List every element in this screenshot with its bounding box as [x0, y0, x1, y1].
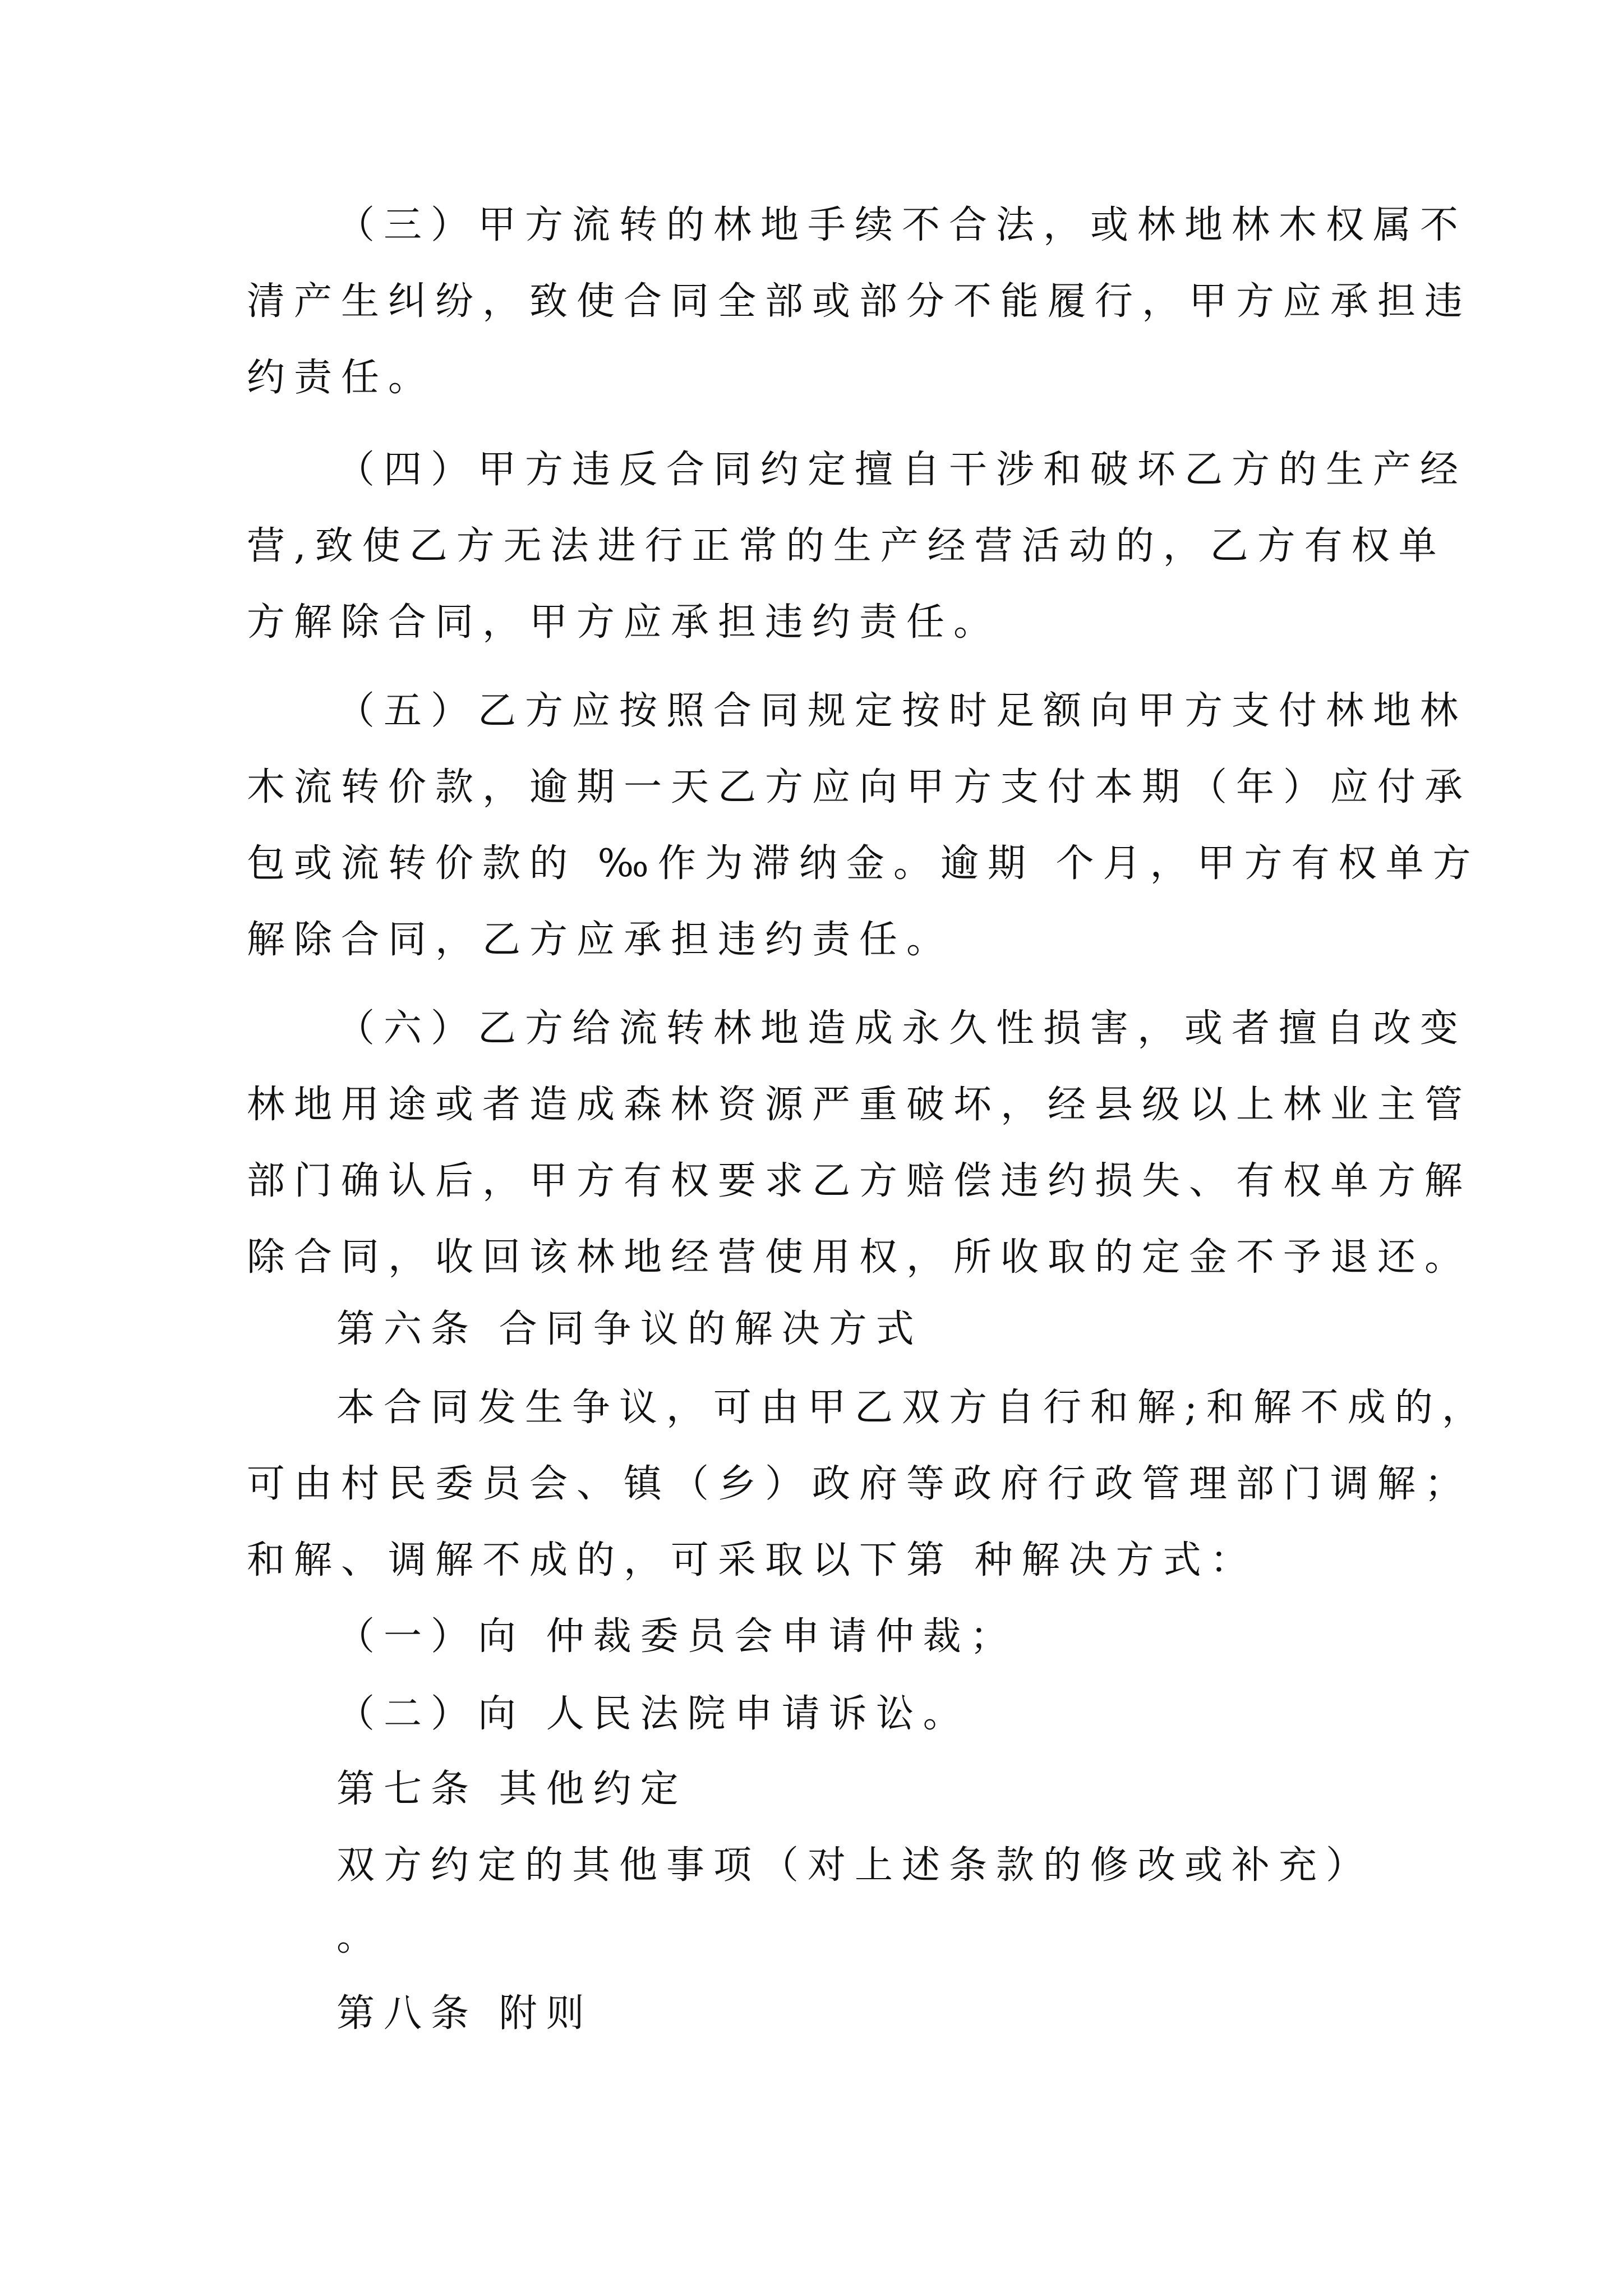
- paragraph-3-line-1: （三）甲方流转的林地手续不合法，或林地林木权属不: [336, 203, 1468, 247]
- dispute-paragraph-line-2: 可由村民委员会、镇（乡）政府等政府行政管理部门调解；: [247, 1462, 1472, 1506]
- article-8-heading: 第八条 附则: [336, 1991, 593, 2036]
- paragraph-6-line-4: 除合同，收回该林地经营使用权，所收取的定金不予退还。: [247, 1235, 1472, 1280]
- other-terms-period: 。: [336, 1915, 384, 1959]
- other-terms-line: 双方约定的其他事项（对上述条款的修改或补充）: [336, 1843, 1373, 1888]
- paragraph-5-line-2: 木流转价款，逾期一天乙方应向甲方支付本期（年）应付承: [247, 765, 1472, 809]
- paragraph-3-line-3: 约责任。: [247, 356, 436, 400]
- paragraph-4-line-3: 方解除合同，甲方应承担违约责任。: [247, 600, 1001, 645]
- paragraph-5-line-1: （五）乙方应按照合同规定按时足额向甲方支付林地林: [336, 689, 1468, 733]
- paragraph-6-line-2: 林地用途或者造成森林资源严重破坏，经县级以上林业主管: [247, 1083, 1472, 1127]
- paragraph-4-line-1: （四）甲方违反合同约定擅自干涉和破坏乙方的生产经: [336, 448, 1468, 492]
- article-6-heading: 第六条 合同争议的解决方式: [336, 1307, 923, 1351]
- dispute-paragraph-line-1: 本合同发生争议，可由甲乙双方自行和解;和解不成的，: [336, 1386, 1489, 1430]
- paragraph-6-line-1: （六）乙方给流转林地造成永久性损害，或者擅自改变: [336, 1006, 1468, 1051]
- article-7-heading: 第七条 其他约定: [336, 1767, 688, 1811]
- paragraph-6-line-3: 部门确认后，甲方有权要求乙方赔偿违约损失、有权单方解: [247, 1159, 1472, 1203]
- paragraph-5-line-4: 解除合同，乙方应承担违约责任。: [247, 918, 954, 962]
- dispute-option-2: （二）向 人民法院申请诉讼。: [336, 1692, 970, 1736]
- dispute-option-1: （一）向 仲裁委员会申请仲裁；: [336, 1614, 1017, 1659]
- paragraph-4-line-2: 营,致使乙方无法进行正常的生产经营活动的，乙方有权单: [247, 524, 1446, 568]
- dispute-paragraph-line-3: 和解、调解不成的，可采取以下第 种解决方式：: [247, 1538, 1257, 1582]
- paragraph-3-line-2: 清产生纠纷，致使合同全部或部分不能履行，甲方应承担违: [247, 279, 1472, 324]
- paragraph-5-line-3: 包或流转价款的 ‰作为滞纳金。逾期 个月，甲方有权单方: [247, 841, 1480, 886]
